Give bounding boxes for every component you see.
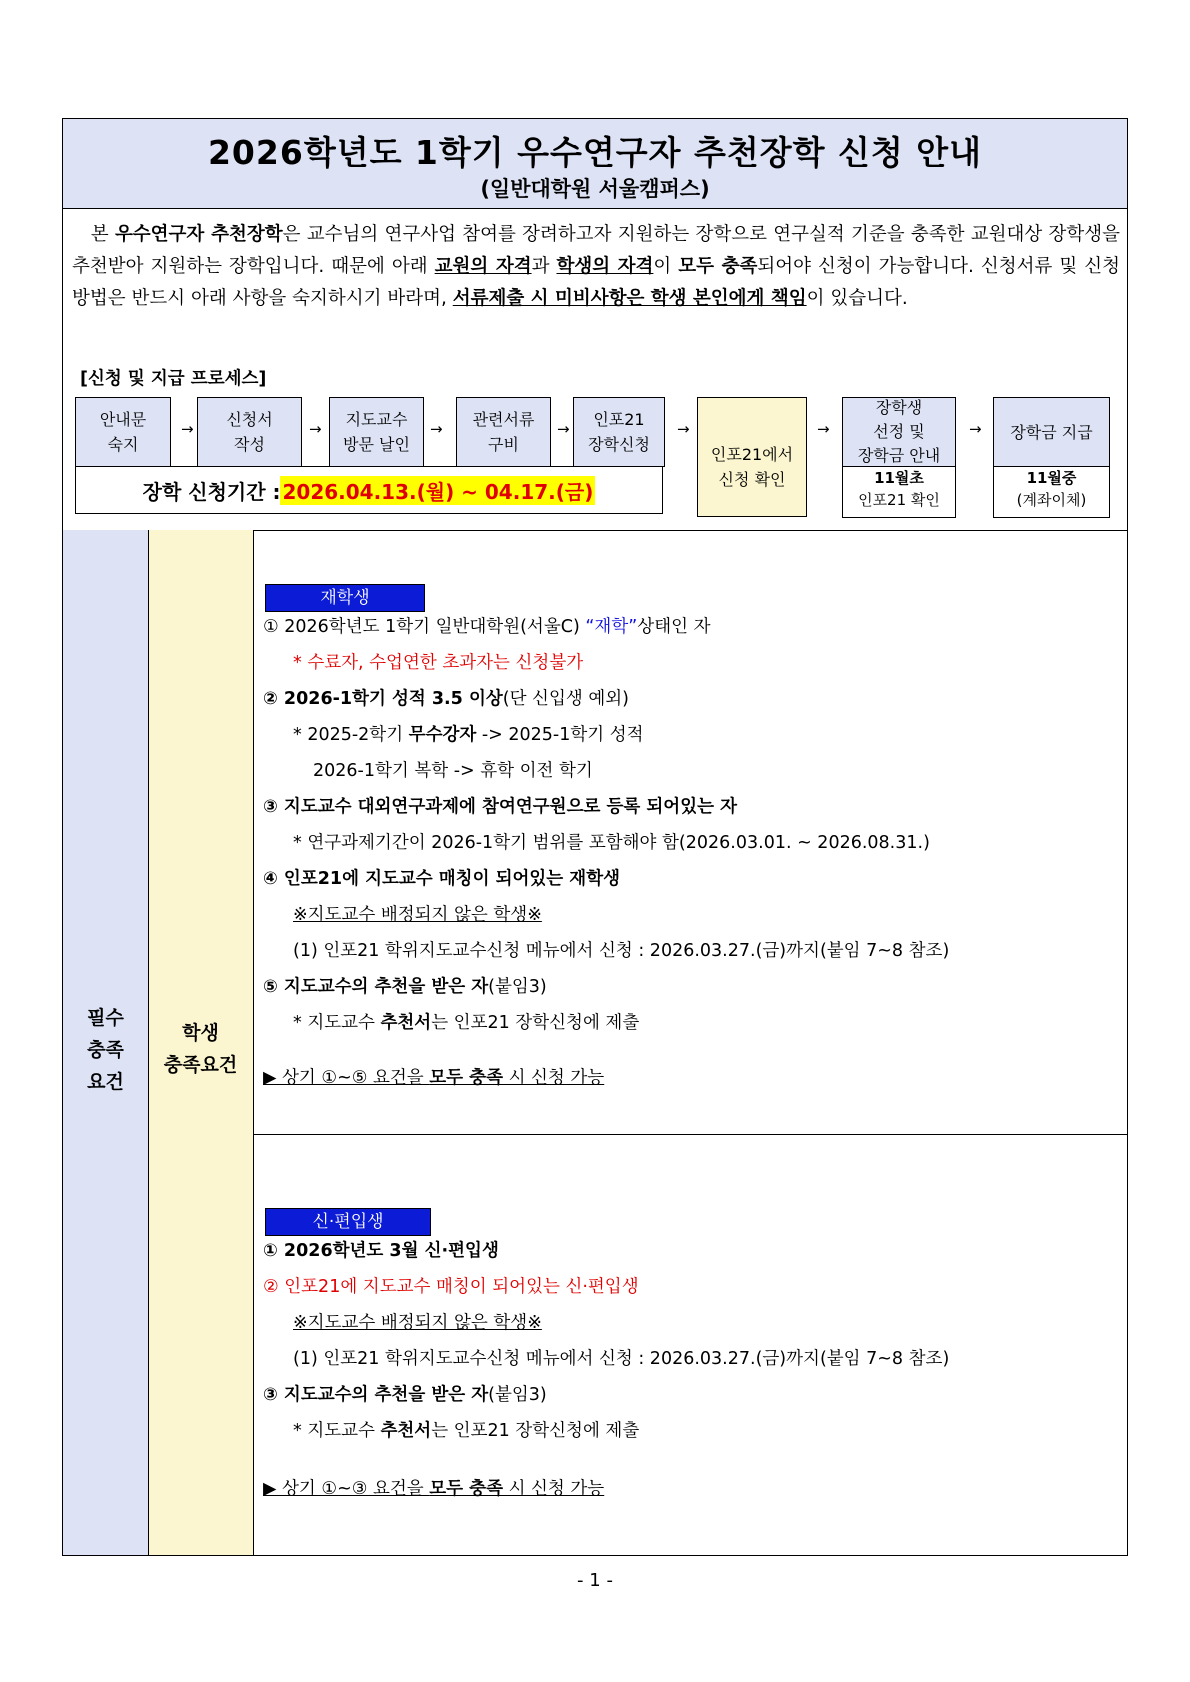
arrow-icon: → xyxy=(430,420,443,438)
enrolled-item-5 xyxy=(263,973,547,998)
enrolled-item-4-note-2: (1) 인포21 학위지도교수신청 메뉴에서 신청 : 2026.03.27.(금)까지(붙임 7~8 참조) xyxy=(293,941,950,961)
timing-label: 11월초 xyxy=(874,469,924,487)
newstudent-item-1: ① 2026학년도 3월 신·편입생 xyxy=(263,1241,499,1261)
newstudent-item-2-note-1: ※지도교수 배정되지 않은 학생※ xyxy=(293,1313,542,1333)
step-label: 지도교수 xyxy=(345,410,408,429)
item-text: -> 2025-1학기 성적 xyxy=(476,725,644,745)
intro-text: 은 교수님의 연구사업 참여를 장려하고자 지원하는 장학으로 연구실적 기준을 충족한 교원대상 장학생을 추천받아 지원하는 장학입니다. 때문에 아래 xyxy=(72,224,1120,277)
process-step-4 xyxy=(456,397,551,467)
arrow-icon: → xyxy=(817,420,830,438)
process-step-7 xyxy=(842,397,956,467)
intro-text: 본 xyxy=(90,224,115,245)
item-text: 모두 충족 xyxy=(429,1479,503,1499)
enrolled-summary xyxy=(263,1064,604,1089)
arrow-icon: → xyxy=(309,420,322,438)
row-divider xyxy=(253,1134,1127,1135)
enrolled-item-4: ④ 인포21에 지도교수 매칭이 되어있는 재학생 xyxy=(263,869,621,889)
item-text: ① 2026학년도 1학기 일반대학원(서울C) xyxy=(263,617,586,637)
title-area xyxy=(63,119,1127,209)
enrolled-item-2 xyxy=(263,685,629,710)
enrolled-item-3-note: * 연구과제기간이 2026-1학기 범위를 포함해야 함(2026.03.01. ~ 2026.08.31.) xyxy=(293,833,930,853)
enrolled-item-3: ③ 지도교수 대외연구과제에 참여연구원으로 등록 되어있는 자 xyxy=(263,797,737,817)
arrow-icon: → xyxy=(181,420,194,438)
step-label: 장학신청 xyxy=(588,435,650,454)
column-divider xyxy=(148,530,149,1555)
item-text: 모두 충족 xyxy=(429,1068,503,1088)
step-7-timing xyxy=(842,466,956,518)
step-label: 장학금 지급 xyxy=(1010,422,1093,442)
col-text-line: 요건 xyxy=(87,1071,124,1093)
col-text-line: 필수 xyxy=(87,1007,124,1029)
step-label: 선정 및 xyxy=(873,422,925,441)
arrow-icon: → xyxy=(969,420,982,438)
intro-bold: 교원의 자격 xyxy=(434,256,532,277)
item-text: 무수강자 xyxy=(408,725,477,745)
student-requirement-column xyxy=(148,530,253,1555)
intro-bold: 우수연구자 추천장학 xyxy=(114,224,283,245)
enrolled-item-1 xyxy=(263,613,710,638)
newstudent-item-3 xyxy=(263,1381,547,1406)
col-text-line: 충족 xyxy=(87,1039,124,1061)
step-8-timing xyxy=(993,466,1110,518)
newstudent-item-2: ② 인포21에 지도교수 매칭이 되어있는 신·편입생 xyxy=(263,1277,639,1297)
period-label: 장학 신청기간 : xyxy=(142,479,281,504)
process-step-1 xyxy=(75,397,171,467)
item-text: * 2025-2학기 xyxy=(293,725,409,745)
item-text: 는 인포21 장학신청에 제출 xyxy=(431,1013,640,1033)
enrolled-item-4-note-1: ※지도교수 배정되지 않은 학생※ xyxy=(293,905,542,925)
item-text: ② 2026-1학기 성적 3.5 이상 xyxy=(263,689,503,709)
step-label: 관련서류 xyxy=(472,410,535,429)
page-title: 2026학년도 1학기 우수연구자 추천장학 신청 안내 xyxy=(207,133,983,172)
step-label: 작성 xyxy=(234,435,265,454)
intro-text: 이 xyxy=(653,256,679,277)
intro-bold: 학생의 자격 xyxy=(556,256,654,277)
arrow-icon: → xyxy=(557,420,570,438)
page-number: - 1 - xyxy=(577,1570,613,1591)
item-text: 시 신청 가능 xyxy=(503,1068,605,1088)
intro-bold: 서류제출 시 미비사항은 학생 본인에게 책임 xyxy=(452,288,807,309)
item-text: 추천서 xyxy=(380,1421,432,1441)
newstudent-item-3-note xyxy=(293,1417,639,1442)
col-text-line: 충족요건 xyxy=(163,1054,238,1076)
step-label: 숙지 xyxy=(107,435,139,454)
item-text: 상태인 자 xyxy=(637,617,711,637)
item-text: (단 신입생 예외) xyxy=(502,689,629,709)
item-text: * 지도교수 xyxy=(293,1013,381,1033)
enrolled-item-5-note xyxy=(293,1009,639,1034)
arrow-icon: → xyxy=(677,420,690,438)
process-step-6 xyxy=(697,397,807,517)
timing-note: (계좌이체) xyxy=(1016,491,1087,509)
process-step-2 xyxy=(197,397,302,467)
item-text: 는 인포21 장학신청에 제출 xyxy=(431,1421,640,1441)
step-label: 신청 확인 xyxy=(718,470,786,489)
intro-text: 되어야 신청이 가능합니다. 신청서류 및 신청방법은 반드시 아래 사항을 숙지하시기 바라며, xyxy=(72,256,1120,309)
process-step-5 xyxy=(573,397,665,467)
intro-paragraph xyxy=(72,219,1120,315)
item-text: ⑤ 지도교수의 추천을 받은 자 xyxy=(263,977,489,997)
application-period xyxy=(75,466,663,514)
newstudent-item-2-note-2: (1) 인포21 학위지도교수신청 메뉴에서 신청 : 2026.03.27.(금)까지(붙임 7~8 참조) xyxy=(293,1349,950,1369)
enrolled-item-2-note-2: 2026-1학기 복학 -> 휴학 이전 학기 xyxy=(313,761,593,781)
item-text: “재학” xyxy=(585,617,638,637)
process-label: [신청 및 지급 프로세스] xyxy=(80,369,267,389)
step-label: 방문 날인 xyxy=(343,435,410,454)
requirement-column xyxy=(63,530,148,1555)
col-text-line: 학생 xyxy=(182,1022,219,1044)
intro-bold: 모두 충족 xyxy=(678,256,758,277)
intro-text: 이 있습니다. xyxy=(806,288,908,309)
item-text: * 지도교수 xyxy=(293,1421,381,1441)
step-label: 구비 xyxy=(488,435,519,454)
intro-text: 과 xyxy=(531,256,557,277)
step-label: 장학생 xyxy=(875,398,923,417)
item-text: ▶ 상기 ①~③ 요건을 xyxy=(263,1479,430,1499)
step-label: 신청서 xyxy=(226,410,273,429)
item-text: ▶ 상기 ①~⑤ 요건을 xyxy=(263,1068,430,1088)
item-text: ③ 지도교수의 추천을 받은 자 xyxy=(263,1385,489,1405)
step-label: 인포21에서 xyxy=(710,445,794,464)
page-subtitle: (일반대학원 서울캠퍼스) xyxy=(480,177,710,201)
item-text: 추천서 xyxy=(380,1013,432,1033)
enrolled-tag: 재학생 xyxy=(265,584,425,612)
process-step-8 xyxy=(993,397,1110,467)
newstudent-tag: 신·편입생 xyxy=(265,1208,431,1236)
timing-note: 인포21 확인 xyxy=(858,491,940,509)
requirement-label xyxy=(63,1002,148,1098)
process-step-3 xyxy=(329,397,424,467)
student-requirement-label xyxy=(148,1017,253,1081)
item-text: (붙임3) xyxy=(488,977,547,997)
timing-label: 11월중 xyxy=(1026,469,1077,487)
enrolled-item-1-note: * 수료자, 수업연한 초과자는 신청불가 xyxy=(293,653,584,673)
newstudent-summary xyxy=(263,1475,604,1500)
enrolled-item-2-note-1 xyxy=(293,721,644,746)
column-divider xyxy=(253,530,254,1555)
step-label: 장학금 안내 xyxy=(857,446,941,465)
item-text: (붙임3) xyxy=(488,1385,547,1405)
step-label: 인포21 xyxy=(593,410,645,429)
period-value: 2026.04.13.(월) ~ 04.17.(금) xyxy=(280,476,595,505)
step-label: 안내문 xyxy=(99,410,147,429)
item-text: 시 신청 가능 xyxy=(503,1479,605,1499)
